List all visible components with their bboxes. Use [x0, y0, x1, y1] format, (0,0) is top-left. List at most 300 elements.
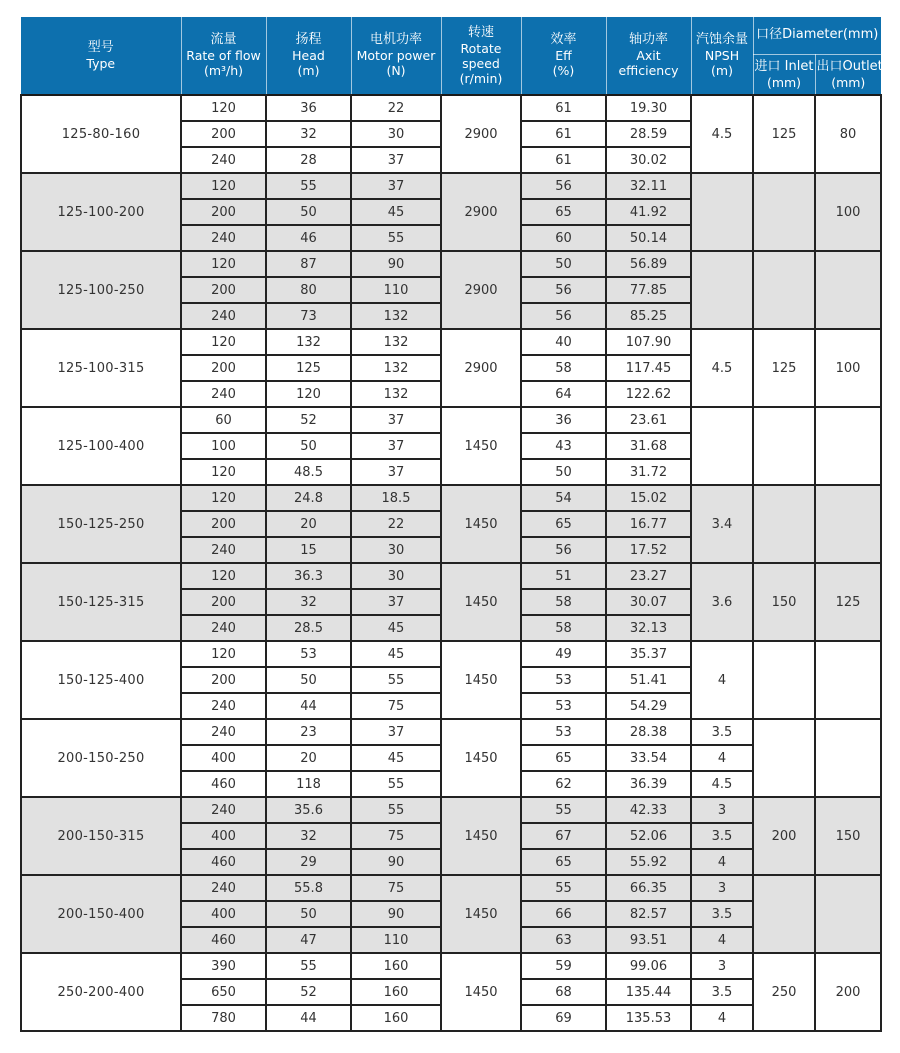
- flow-cell: 120: [181, 459, 266, 485]
- flow-cell: 460: [181, 927, 266, 953]
- eff-cell: 66: [521, 901, 606, 927]
- speed-header-en: Rotate speed: [460, 40, 502, 71]
- col-header-type: [21, 17, 181, 95]
- spec-row: [21, 641, 881, 667]
- flow-cell: 200: [181, 355, 266, 381]
- inlet-cell: [753, 719, 815, 797]
- eff-cell: 65: [521, 849, 606, 875]
- power-cell: 75: [351, 823, 441, 849]
- spec-row: [21, 251, 881, 277]
- flow-header-en: Rate of flow: [186, 48, 261, 64]
- speed-cell: 1450: [441, 563, 521, 641]
- flow-cell: 400: [181, 745, 266, 771]
- axit-cell: 99.06: [606, 953, 691, 979]
- power-cell: 37: [351, 173, 441, 199]
- eff-header-unit: (%): [552, 63, 575, 79]
- eff-cell: 61: [521, 121, 606, 147]
- axit-cell: 51.41: [606, 667, 691, 693]
- flow-cell: 120: [181, 485, 266, 511]
- head-cell: 15: [266, 537, 351, 563]
- speed-cell: 1450: [441, 875, 521, 953]
- power-cell: 75: [351, 875, 441, 901]
- power-cell: 132: [351, 355, 441, 381]
- axit-cell: 135.44: [606, 979, 691, 1005]
- eff-cell: 56: [521, 173, 606, 199]
- type-header-en: Type: [86, 55, 116, 71]
- power-cell: 132: [351, 381, 441, 407]
- flow-cell: 780: [181, 1005, 266, 1031]
- head-cell: 47: [266, 927, 351, 953]
- axit-cell: 32.11: [606, 173, 691, 199]
- model-cell: 150-125-250: [21, 485, 181, 563]
- npsh-cell: 4: [691, 641, 753, 719]
- model-cell: 125-100-250: [21, 251, 181, 329]
- type-header-zh: 型号: [87, 39, 114, 55]
- speed-cell: 1450: [441, 641, 521, 719]
- head-cell: 53: [266, 641, 351, 667]
- flow-cell: 240: [181, 225, 266, 251]
- power-cell: 160: [351, 953, 441, 979]
- eff-cell: 65: [521, 745, 606, 771]
- power-cell: 45: [351, 615, 441, 641]
- flow-cell: 60: [181, 407, 266, 433]
- eff-cell: 53: [521, 667, 606, 693]
- flow-cell: 460: [181, 849, 266, 875]
- power-cell: 55: [351, 771, 441, 797]
- npsh-cell: [691, 407, 753, 485]
- head-cell: 44: [266, 1005, 351, 1031]
- eff-cell: 58: [521, 615, 606, 641]
- flow-cell: 120: [181, 173, 266, 199]
- flow-cell: 120: [181, 563, 266, 589]
- flow-cell: 240: [181, 303, 266, 329]
- outlet-cell: [815, 485, 881, 563]
- eff-cell: 62: [521, 771, 606, 797]
- power-cell: 37: [351, 589, 441, 615]
- npsh-cell: 4.5: [691, 329, 753, 407]
- head-cell: 118: [266, 771, 351, 797]
- pump-spec-table: [20, 17, 882, 1032]
- power-cell: 110: [351, 277, 441, 303]
- eff-cell: 69: [521, 1005, 606, 1031]
- outlet-cell: 100: [815, 329, 881, 407]
- eff-cell: 60: [521, 225, 606, 251]
- spec-row: [21, 953, 881, 979]
- inlet-cell: [753, 251, 815, 329]
- inlet-header-label: 进口 Inlet: [754, 58, 814, 74]
- speed-cell: 2900: [441, 95, 521, 173]
- power-cell: 55: [351, 667, 441, 693]
- power-cell: 37: [351, 719, 441, 745]
- power-cell: 37: [351, 407, 441, 433]
- speed-cell: 1450: [441, 719, 521, 797]
- axit-cell: 31.72: [606, 459, 691, 485]
- outlet-cell: [815, 875, 881, 953]
- axit-cell: 66.35: [606, 875, 691, 901]
- head-cell: 55: [266, 953, 351, 979]
- power-cell: 45: [351, 641, 441, 667]
- flow-header-unit: (m³/h): [203, 63, 244, 79]
- speed-cell: 2900: [441, 251, 521, 329]
- col-header-outlet: [815, 54, 881, 95]
- power-cell: 30: [351, 121, 441, 147]
- flow-cell: 200: [181, 511, 266, 537]
- flow-cell: 200: [181, 667, 266, 693]
- model-cell: 200-150-315: [21, 797, 181, 875]
- spec-row: [21, 797, 881, 823]
- npsh-cell: 4: [691, 1005, 753, 1031]
- col-header-head: [266, 17, 351, 95]
- outlet-cell: 100: [815, 173, 881, 251]
- speed-header-unit: (r/min): [459, 71, 503, 87]
- model-cell: 125-100-400: [21, 407, 181, 485]
- model-cell: 150-125-400: [21, 641, 181, 719]
- axit-cell: 32.13: [606, 615, 691, 641]
- head-cell: 28.5: [266, 615, 351, 641]
- power-cell: 90: [351, 901, 441, 927]
- model-cell: 125-80-160: [21, 95, 181, 173]
- head-cell: 48.5: [266, 459, 351, 485]
- head-cell: 80: [266, 277, 351, 303]
- col-header-power: [351, 17, 441, 95]
- spec-row: [21, 485, 881, 511]
- axit-cell: 31.68: [606, 433, 691, 459]
- power-cell: 55: [351, 797, 441, 823]
- table-header: [21, 17, 881, 95]
- flow-cell: 240: [181, 381, 266, 407]
- npsh-cell: 3.5: [691, 901, 753, 927]
- axit-cell: 23.61: [606, 407, 691, 433]
- head-cell: 55.8: [266, 875, 351, 901]
- axit-cell: 33.54: [606, 745, 691, 771]
- eff-cell: 49: [521, 641, 606, 667]
- power-cell: 110: [351, 927, 441, 953]
- npsh-cell: 4: [691, 745, 753, 771]
- outlet-header-label: 出口Outlet: [816, 58, 883, 74]
- eff-header-en: Eff: [555, 48, 572, 64]
- axit-cell: 55.92: [606, 849, 691, 875]
- head-cell: 50: [266, 667, 351, 693]
- head-cell: 120: [266, 381, 351, 407]
- flow-cell: 120: [181, 329, 266, 355]
- axit-cell: 50.14: [606, 225, 691, 251]
- flow-cell: 200: [181, 199, 266, 225]
- axit-cell: 93.51: [606, 927, 691, 953]
- speed-cell: 2900: [441, 173, 521, 251]
- npsh-cell: 4: [691, 849, 753, 875]
- flow-cell: 240: [181, 693, 266, 719]
- npsh-cell: 4: [691, 927, 753, 953]
- eff-cell: 50: [521, 251, 606, 277]
- power-cell: 37: [351, 459, 441, 485]
- axit-cell: 85.25: [606, 303, 691, 329]
- col-header-speed: [441, 17, 521, 95]
- outlet-header-unit: (mm): [831, 74, 866, 90]
- power-cell: 160: [351, 979, 441, 1005]
- head-cell: 35.6: [266, 797, 351, 823]
- outlet-cell: 200: [815, 953, 881, 1031]
- col-header-npsh: [691, 17, 753, 95]
- axit-cell: 122.62: [606, 381, 691, 407]
- power-cell: 22: [351, 511, 441, 537]
- head-cell: 46: [266, 225, 351, 251]
- axit-cell: 17.52: [606, 537, 691, 563]
- flow-cell: 390: [181, 953, 266, 979]
- axit-cell: 41.92: [606, 199, 691, 225]
- npsh-cell: [691, 173, 753, 251]
- eff-cell: 55: [521, 875, 606, 901]
- outlet-cell: [815, 407, 881, 485]
- spec-row: [21, 329, 881, 355]
- eff-cell: 53: [521, 719, 606, 745]
- npsh-cell: 4.5: [691, 95, 753, 173]
- head-header-zh: 扬程: [295, 32, 322, 48]
- eff-cell: 68: [521, 979, 606, 1005]
- flow-cell: 200: [181, 121, 266, 147]
- flow-cell: 400: [181, 901, 266, 927]
- npsh-header-zh: 汽蚀余量: [695, 32, 748, 48]
- model-cell: 200-150-400: [21, 875, 181, 953]
- speed-cell: 2900: [441, 329, 521, 407]
- inlet-cell: 125: [753, 329, 815, 407]
- npsh-cell: 3.6: [691, 563, 753, 641]
- head-cell: 50: [266, 901, 351, 927]
- axit-cell: 16.77: [606, 511, 691, 537]
- eff-cell: 67: [521, 823, 606, 849]
- eff-cell: 53: [521, 693, 606, 719]
- head-cell: 52: [266, 407, 351, 433]
- flow-cell: 240: [181, 797, 266, 823]
- npsh-cell: 3: [691, 953, 753, 979]
- npsh-cell: [691, 251, 753, 329]
- eff-cell: 56: [521, 277, 606, 303]
- speed-cell: 1450: [441, 407, 521, 485]
- power-cell: 22: [351, 95, 441, 121]
- inlet-cell: 150: [753, 563, 815, 641]
- axit-cell: 54.29: [606, 693, 691, 719]
- head-cell: 55: [266, 173, 351, 199]
- inlet-cell: 250: [753, 953, 815, 1031]
- spec-row: [21, 563, 881, 589]
- col-header-diameter: [753, 17, 881, 54]
- flow-cell: 120: [181, 251, 266, 277]
- flow-cell: 240: [181, 615, 266, 641]
- head-cell: 20: [266, 511, 351, 537]
- eff-cell: 58: [521, 589, 606, 615]
- inlet-cell: [753, 485, 815, 563]
- head-cell: 125: [266, 355, 351, 381]
- speed-header-zh: 转速: [467, 24, 494, 40]
- model-cell: 125-100-315: [21, 329, 181, 407]
- model-cell: 125-100-200: [21, 173, 181, 251]
- eff-cell: 64: [521, 381, 606, 407]
- npsh-header-unit: (m): [711, 63, 733, 79]
- axit-header-en: Axit efficiency: [618, 48, 679, 79]
- eff-cell: 56: [521, 303, 606, 329]
- axit-cell: 30.02: [606, 147, 691, 173]
- axit-header-zh: 轴功率: [628, 32, 668, 48]
- power-header-zh: 电机功率: [369, 32, 422, 48]
- npsh-cell: 3.4: [691, 485, 753, 563]
- npsh-cell: 3.5: [691, 823, 753, 849]
- power-cell: 132: [351, 329, 441, 355]
- speed-cell: 1450: [441, 797, 521, 875]
- axit-cell: 28.59: [606, 121, 691, 147]
- npsh-cell: 3.5: [691, 719, 753, 745]
- head-cell: 132: [266, 329, 351, 355]
- axit-cell: 52.06: [606, 823, 691, 849]
- spec-row: [21, 719, 881, 745]
- head-cell: 20: [266, 745, 351, 771]
- axit-cell: 82.57: [606, 901, 691, 927]
- eff-cell: 56: [521, 537, 606, 563]
- power-cell: 37: [351, 433, 441, 459]
- power-cell: 75: [351, 693, 441, 719]
- model-cell: 250-200-400: [21, 953, 181, 1031]
- spec-row: [21, 407, 881, 433]
- axit-cell: 23.27: [606, 563, 691, 589]
- head-header-en: Head: [292, 48, 325, 64]
- head-cell: 32: [266, 589, 351, 615]
- inlet-cell: [753, 641, 815, 719]
- npsh-cell: 3.5: [691, 979, 753, 1005]
- axit-cell: 35.37: [606, 641, 691, 667]
- head-cell: 87: [266, 251, 351, 277]
- axit-cell: 36.39: [606, 771, 691, 797]
- outlet-cell: [815, 251, 881, 329]
- eff-cell: 36: [521, 407, 606, 433]
- outlet-cell: 80: [815, 95, 881, 173]
- model-cell: 200-150-250: [21, 719, 181, 797]
- eff-cell: 54: [521, 485, 606, 511]
- head-cell: 50: [266, 199, 351, 225]
- power-cell: 45: [351, 199, 441, 225]
- head-cell: 32: [266, 823, 351, 849]
- inlet-cell: [753, 407, 815, 485]
- inlet-cell: 125: [753, 95, 815, 173]
- npsh-cell: 4.5: [691, 771, 753, 797]
- head-cell: 28: [266, 147, 351, 173]
- col-header-inlet: [753, 54, 815, 95]
- inlet-cell: [753, 875, 815, 953]
- eff-cell: 65: [521, 199, 606, 225]
- power-cell: 37: [351, 147, 441, 173]
- axit-cell: 117.45: [606, 355, 691, 381]
- flow-cell: 200: [181, 277, 266, 303]
- table-body: [21, 95, 881, 1031]
- npsh-cell: 3: [691, 797, 753, 823]
- flow-header-zh: 流量: [210, 32, 237, 48]
- eff-cell: 51: [521, 563, 606, 589]
- power-cell: 18.5: [351, 485, 441, 511]
- col-header-flow: [181, 17, 266, 95]
- speed-cell: 1450: [441, 953, 521, 1031]
- flow-cell: 240: [181, 147, 266, 173]
- head-cell: 29: [266, 849, 351, 875]
- eff-cell: 61: [521, 147, 606, 173]
- power-cell: 30: [351, 563, 441, 589]
- flow-cell: 400: [181, 823, 266, 849]
- col-header-axit: [606, 17, 691, 95]
- head-cell: 44: [266, 693, 351, 719]
- flow-cell: 200: [181, 589, 266, 615]
- axit-cell: 42.33: [606, 797, 691, 823]
- eff-cell: 40: [521, 329, 606, 355]
- axit-cell: 30.07: [606, 589, 691, 615]
- inlet-header-unit: (mm): [766, 74, 802, 90]
- flow-cell: 240: [181, 719, 266, 745]
- power-cell: 160: [351, 1005, 441, 1031]
- head-cell: 32: [266, 121, 351, 147]
- spec-row: [21, 95, 881, 121]
- flow-cell: 100: [181, 433, 266, 459]
- outlet-cell: [815, 641, 881, 719]
- col-header-eff: [521, 17, 606, 95]
- speed-cell: 1450: [441, 485, 521, 563]
- eff-cell: 59: [521, 953, 606, 979]
- flow-cell: 240: [181, 537, 266, 563]
- power-cell: 90: [351, 849, 441, 875]
- flow-cell: 120: [181, 641, 266, 667]
- spec-row: [21, 173, 881, 199]
- head-header-unit: (m): [297, 63, 320, 79]
- axit-cell: 15.02: [606, 485, 691, 511]
- flow-cell: 650: [181, 979, 266, 1005]
- eff-cell: 65: [521, 511, 606, 537]
- axit-cell: 56.89: [606, 251, 691, 277]
- eff-cell: 61: [521, 95, 606, 121]
- eff-cell: 58: [521, 355, 606, 381]
- head-cell: 52: [266, 979, 351, 1005]
- head-cell: 36.3: [266, 563, 351, 589]
- power-cell: 30: [351, 537, 441, 563]
- inlet-cell: 200: [753, 797, 815, 875]
- power-cell: 55: [351, 225, 441, 251]
- inlet-cell: [753, 173, 815, 251]
- npsh-header-en: NPSH: [704, 48, 740, 64]
- power-cell: 45: [351, 745, 441, 771]
- head-cell: 73: [266, 303, 351, 329]
- axit-cell: 19.30: [606, 95, 691, 121]
- power-cell: 90: [351, 251, 441, 277]
- axit-cell: 28.38: [606, 719, 691, 745]
- flow-cell: 120: [181, 95, 266, 121]
- flow-cell: 240: [181, 875, 266, 901]
- axit-cell: 77.85: [606, 277, 691, 303]
- axit-cell: 107.90: [606, 329, 691, 355]
- axit-cell: 135.53: [606, 1005, 691, 1031]
- power-header-en: Motor power: [356, 48, 436, 64]
- eff-header-zh: 效率: [550, 32, 577, 48]
- head-cell: 24.8: [266, 485, 351, 511]
- outlet-cell: [815, 719, 881, 797]
- npsh-cell: 3: [691, 875, 753, 901]
- flow-cell: 460: [181, 771, 266, 797]
- outlet-cell: 150: [815, 797, 881, 875]
- eff-cell: 63: [521, 927, 606, 953]
- eff-cell: 43: [521, 433, 606, 459]
- model-cell: 150-125-315: [21, 563, 181, 641]
- diameter-header-label: 口径Diameter(mm): [756, 27, 879, 43]
- head-cell: 50: [266, 433, 351, 459]
- power-cell: 132: [351, 303, 441, 329]
- head-cell: 23: [266, 719, 351, 745]
- eff-cell: 55: [521, 797, 606, 823]
- power-header-unit: (N): [386, 63, 406, 79]
- head-cell: 36: [266, 95, 351, 121]
- outlet-cell: 125: [815, 563, 881, 641]
- spec-row: [21, 875, 881, 901]
